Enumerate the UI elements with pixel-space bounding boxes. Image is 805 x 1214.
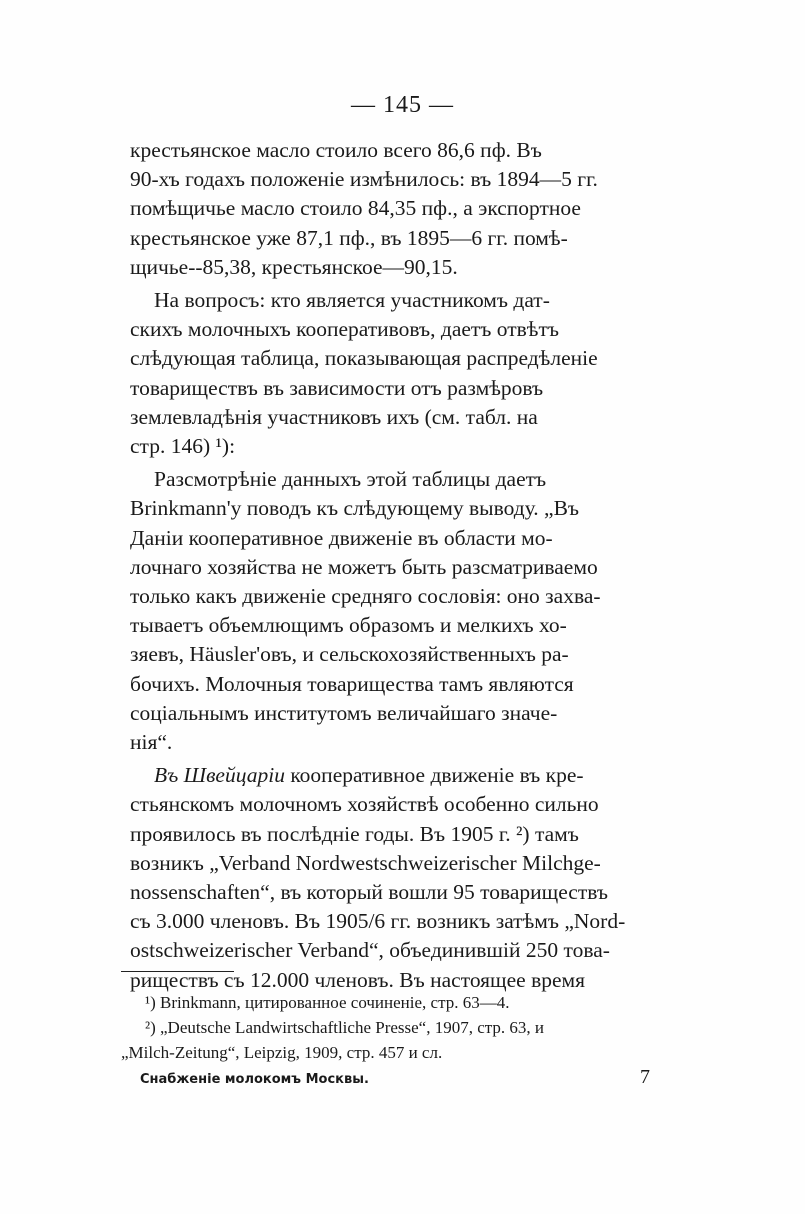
p2-line-5: землевладѣнія участниковъ ихъ (см. табл. на: [130, 404, 538, 429]
p2-line-3: слѣдующая таблица, показывающая распредѣленіе: [130, 346, 598, 371]
p1-line-5: щичье--85,38, крестьянское—90,15.: [130, 254, 458, 279]
p3-line-6: тываетъ объемлющимъ образомъ и мелкихъ хо-: [130, 613, 567, 638]
p2-line-1: На вопросъ: кто является участникомъ дат-: [154, 288, 550, 313]
p1-line-2: 90-хъ годахъ положеніе измѣнилось: въ 1894—5 гг.: [130, 167, 598, 192]
paragraph-3: [130, 465, 680, 757]
page-number: — 145 —: [351, 92, 454, 118]
footnote-2-line-1: ²) „Deutsche Landwirtschaftliche Presse“, 1907, стр. 63, и: [145, 1018, 545, 1037]
p1-line-4: крестьянское уже 87,1 пф., въ 1895—6 гг. помѣ-: [130, 225, 568, 250]
p4-line-3: проявилось въ послѣдніе годы. Въ 1905 г. ²) тамъ: [130, 821, 579, 846]
p4-line-4: возникъ „Verband Nordwestschweizerischer Milchge-: [130, 850, 601, 875]
p3-line-9: соціальнымъ институтомъ величайшаго значе-: [130, 700, 558, 725]
p3-line-4: лочнаго хозяйства не можетъ быть разсматриваемо: [130, 554, 598, 579]
p1-line-1: крестьянское масло стоило всего 86,6 пф. Въ: [130, 138, 542, 162]
p1-line-3: помѣщичье масло стоило 84,35 пф., а экспортное: [130, 196, 581, 221]
footnote-1: ¹) Brinkmann, цитированное сочиненіе, стр. 63—4.: [145, 993, 510, 1012]
p3-line-1: Разсмотрѣніе данныхъ этой таблицы даетъ: [154, 467, 547, 492]
footnote-2-line-2: „Milch-Zeitung“, Leipzig, 1909, стр. 457 и сл.: [121, 1043, 443, 1062]
p4-line-1: кооперативное движеніе въ кре-: [284, 763, 584, 788]
p4-line-8: риществъ съ 12.000 членовъ. Въ настоящее время: [130, 967, 586, 992]
p3-line-10: нія“.: [130, 730, 173, 755]
p4-line-7: ostschweizerischer Verband“, объединившій 250 това-: [130, 938, 610, 963]
p4-line-5: nossenschaften“, въ который вошли 95 товариществъ: [130, 880, 608, 905]
p3-line-7: зяевъ, Häusler'овъ, и сельскохозяйственныхъ ра-: [130, 642, 569, 667]
paragraph-1: [130, 136, 680, 282]
p3-line-5: только какъ движеніе средняго сословія: оно захва-: [130, 584, 601, 609]
sheet-number: 7: [640, 1066, 650, 1088]
body-text: [130, 136, 680, 995]
p3-line-8: бочихъ. Молочныя товарищества тамъ являются: [130, 671, 574, 696]
footnote-divider: [121, 971, 234, 972]
p3-line-2: Brinkmann'у поводъ къ слѣдующему выводу. „Въ: [130, 496, 580, 521]
p2-line-2: скихъ молочныхъ кооперативовъ, даетъ отвѣтъ: [130, 317, 559, 342]
p2-line-6: стр. 146) ¹):: [130, 434, 236, 459]
p2-line-4: товариществъ въ зависимости отъ размѣровъ: [130, 375, 544, 400]
paragraph-4: [130, 761, 680, 995]
signature-line: Снабженіе молокомъ Москвы.: [140, 1072, 369, 1087]
footnotes: [121, 990, 681, 1065]
p3-line-3: Даніи кооперативное движеніе въ области мо-: [130, 525, 553, 550]
paragraph-2: [130, 286, 680, 461]
p4-lead-italic: Въ Швейцаріи: [154, 763, 285, 788]
p4-line-6: съ 3.000 членовъ. Въ 1905/6 гг. возникъ затѣмъ „Nord-: [130, 909, 626, 934]
p4-line-2: стьянскомъ молочномъ хозяйствѣ особенно сильно: [130, 792, 599, 817]
